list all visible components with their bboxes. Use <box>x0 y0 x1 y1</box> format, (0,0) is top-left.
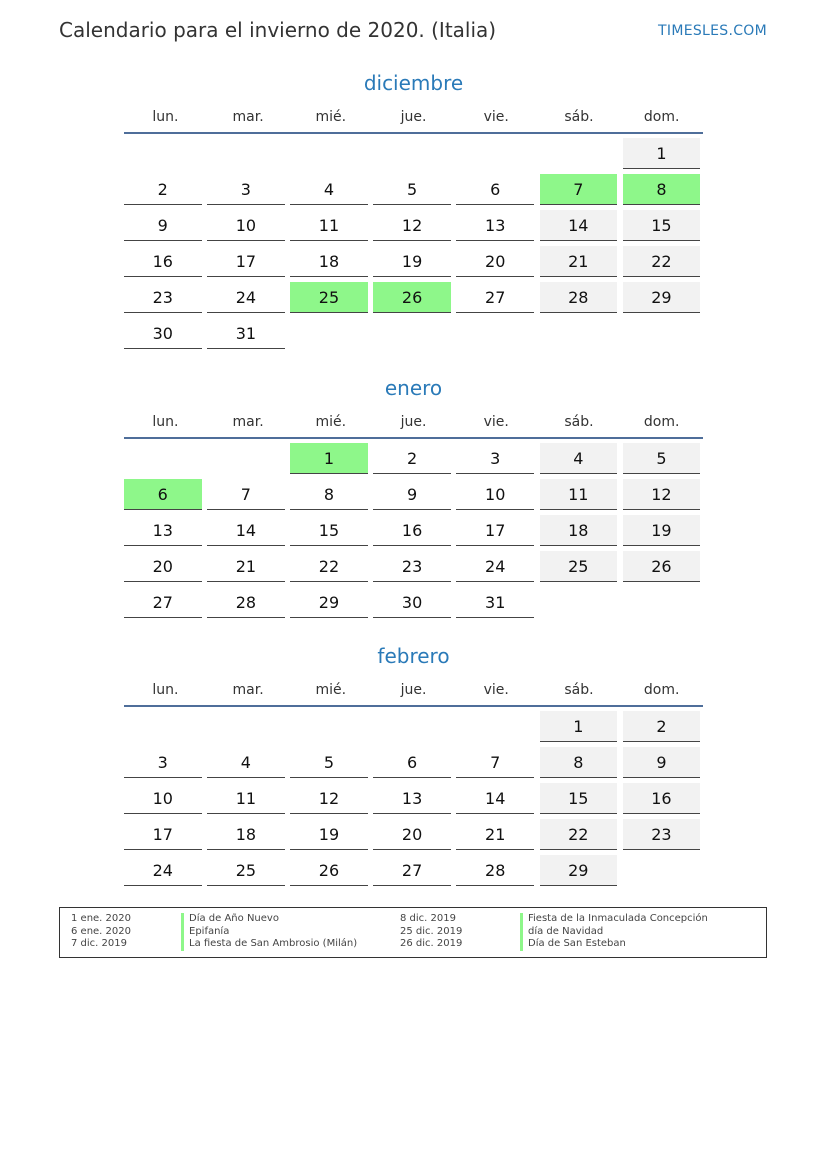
week-row <box>124 439 703 475</box>
weekday-label: jue. <box>400 109 427 125</box>
legend-holiday-name: La fiesta de San Ambrosio (Milán) <box>181 938 357 951</box>
empty-day-cell <box>456 318 534 349</box>
day-cell: 22 <box>623 246 701 277</box>
day-cell: 16 <box>373 515 451 546</box>
day-cell: 2 <box>373 443 451 474</box>
legend-date: 7 dic. 2019 <box>71 938 127 949</box>
weekday-label: vie. <box>483 682 509 698</box>
weekday-label: sáb. <box>564 682 594 698</box>
day-cell: 19 <box>373 246 451 277</box>
day-cell: 22 <box>290 551 368 582</box>
weekday-label: mié. <box>315 682 347 698</box>
week-row <box>124 851 703 887</box>
day-cell: 6 <box>456 174 534 205</box>
legend-date: 26 dic. 2019 <box>400 938 463 949</box>
weekday-label: jue. <box>400 414 427 430</box>
weekday-header <box>124 104 703 134</box>
day-cell: 29 <box>540 855 618 886</box>
month-1 <box>124 373 703 619</box>
empty-day-cell <box>373 711 451 742</box>
day-cell: 3 <box>124 747 202 778</box>
day-cell: 15 <box>623 210 701 241</box>
day-cell: 11 <box>540 479 618 510</box>
day-cell: 5 <box>623 443 701 474</box>
day-cell: 26 <box>623 551 701 582</box>
week-row <box>124 779 703 815</box>
weekday-label: mar. <box>232 682 264 698</box>
day-cell: 20 <box>456 246 534 277</box>
holiday-legend <box>59 907 767 958</box>
day-cell: 13 <box>373 783 451 814</box>
legend-holiday-name: Fiesta de la Inmaculada Concepción <box>520 913 708 926</box>
empty-day-cell <box>290 318 368 349</box>
week-row <box>124 815 703 851</box>
day-cell: 14 <box>456 783 534 814</box>
week-row <box>124 314 703 350</box>
day-cell: 31 <box>207 318 285 349</box>
day-cell: 25 <box>207 855 285 886</box>
day-cell: 11 <box>207 783 285 814</box>
day-cell: 9 <box>124 210 202 241</box>
day-cell: 23 <box>623 819 701 850</box>
weekday-label: lun. <box>152 414 179 430</box>
empty-day-cell <box>207 443 285 474</box>
day-cell: 5 <box>373 174 451 205</box>
weekday-label: mar. <box>232 414 264 430</box>
day-cell: 23 <box>373 551 451 582</box>
month-title: febrero <box>377 644 450 668</box>
day-cell: 9 <box>623 747 701 778</box>
week-row <box>124 511 703 547</box>
empty-day-cell <box>456 711 534 742</box>
day-cell: 22 <box>540 819 618 850</box>
day-cell: 23 <box>124 282 202 313</box>
weekday-header <box>124 409 703 439</box>
day-cell: 30 <box>124 318 202 349</box>
day-cell: 12 <box>373 210 451 241</box>
day-cell: 29 <box>623 282 701 313</box>
empty-day-cell <box>623 587 701 618</box>
day-cell: 27 <box>456 282 534 313</box>
weekday-label: jue. <box>400 682 427 698</box>
empty-day-cell <box>623 318 701 349</box>
day-cell: 14 <box>207 515 285 546</box>
day-cell: 6 <box>124 479 202 510</box>
day-cell: 24 <box>124 855 202 886</box>
month-title: enero <box>384 376 443 400</box>
weekday-label: vie. <box>483 414 509 430</box>
day-cell: 4 <box>290 174 368 205</box>
day-cell: 19 <box>623 515 701 546</box>
empty-day-cell <box>124 711 202 742</box>
day-cell: 27 <box>124 587 202 618</box>
day-cell: 1 <box>623 138 701 169</box>
empty-day-cell <box>373 318 451 349</box>
day-cell: 4 <box>540 443 618 474</box>
day-cell: 12 <box>290 783 368 814</box>
day-cell: 3 <box>456 443 534 474</box>
day-cell: 17 <box>124 819 202 850</box>
day-cell: 24 <box>456 551 534 582</box>
day-cell: 20 <box>373 819 451 850</box>
week-row <box>124 547 703 583</box>
day-cell: 8 <box>540 747 618 778</box>
empty-day-cell <box>623 855 701 886</box>
empty-day-cell <box>540 587 618 618</box>
month-0 <box>124 68 703 350</box>
weekday-label: dom. <box>643 109 680 125</box>
day-cell: 15 <box>290 515 368 546</box>
day-cell: 25 <box>540 551 618 582</box>
day-cell: 28 <box>207 587 285 618</box>
week-row <box>124 242 703 278</box>
day-cell: 10 <box>207 210 285 241</box>
day-cell: 1 <box>540 711 618 742</box>
empty-day-cell <box>207 711 285 742</box>
day-cell: 21 <box>207 551 285 582</box>
legend-date: 1 ene. 2020 <box>71 913 131 924</box>
day-cell: 8 <box>290 479 368 510</box>
empty-day-cell <box>540 318 618 349</box>
day-cell: 27 <box>373 855 451 886</box>
week-row <box>124 134 703 170</box>
day-cell: 2 <box>623 711 701 742</box>
weekday-label: sáb. <box>564 414 594 430</box>
empty-day-cell <box>540 138 618 169</box>
day-cell: 29 <box>290 587 368 618</box>
legend-date: 8 dic. 2019 <box>400 913 456 924</box>
empty-day-cell <box>290 711 368 742</box>
legend-holiday-name: día de Navidad <box>520 926 708 939</box>
weekday-label: dom. <box>643 682 680 698</box>
site-link[interactable]: TIMESLES.COM <box>658 23 767 39</box>
week-row <box>124 170 703 206</box>
day-cell: 10 <box>456 479 534 510</box>
day-cell: 18 <box>290 246 368 277</box>
day-cell: 14 <box>540 210 618 241</box>
day-cell: 13 <box>124 515 202 546</box>
day-cell: 7 <box>207 479 285 510</box>
empty-day-cell <box>373 138 451 169</box>
day-cell: 3 <box>207 174 285 205</box>
empty-day-cell <box>456 138 534 169</box>
day-cell: 18 <box>207 819 285 850</box>
weekday-label: lun. <box>152 109 179 125</box>
day-cell: 10 <box>124 783 202 814</box>
day-cell: 16 <box>623 783 701 814</box>
empty-day-cell <box>124 138 202 169</box>
day-cell: 20 <box>124 551 202 582</box>
day-cell: 17 <box>207 246 285 277</box>
day-cell: 5 <box>290 747 368 778</box>
weekday-label: vie. <box>483 109 509 125</box>
day-cell: 24 <box>207 282 285 313</box>
day-cell: 8 <box>623 174 701 205</box>
day-cell: 19 <box>290 819 368 850</box>
day-cell: 21 <box>540 246 618 277</box>
day-cell: 7 <box>540 174 618 205</box>
month-title: diciembre <box>363 71 464 95</box>
weekday-label: mar. <box>232 109 264 125</box>
day-cell: 18 <box>540 515 618 546</box>
day-cell: 11 <box>290 210 368 241</box>
legend-holiday-name: Día de San Esteban <box>520 938 708 951</box>
day-cell: 30 <box>373 587 451 618</box>
weekday-label: lun. <box>152 682 179 698</box>
day-cell: 15 <box>540 783 618 814</box>
weekday-header <box>124 677 703 707</box>
empty-day-cell <box>124 443 202 474</box>
weekday-label: dom. <box>643 414 680 430</box>
empty-day-cell <box>207 138 285 169</box>
day-cell: 7 <box>456 747 534 778</box>
day-cell: 26 <box>373 282 451 313</box>
day-cell: 26 <box>290 855 368 886</box>
day-cell: 21 <box>456 819 534 850</box>
day-cell: 6 <box>373 747 451 778</box>
day-cell: 31 <box>456 587 534 618</box>
day-cell: 28 <box>456 855 534 886</box>
weekday-label: mié. <box>315 414 347 430</box>
day-cell: 28 <box>540 282 618 313</box>
weekday-label: sáb. <box>564 109 594 125</box>
week-row <box>124 278 703 314</box>
day-cell: 9 <box>373 479 451 510</box>
day-cell: 25 <box>290 282 368 313</box>
legend-date: 6 ene. 2020 <box>71 925 131 937</box>
week-row <box>124 206 703 242</box>
weekday-label: mié. <box>315 109 347 125</box>
week-row <box>124 743 703 779</box>
week-row <box>124 475 703 511</box>
day-cell: 12 <box>623 479 701 510</box>
month-2 <box>124 641 703 887</box>
legend-date: 25 dic. 2019 <box>400 925 463 937</box>
day-cell: 17 <box>456 515 534 546</box>
day-cell: 4 <box>207 747 285 778</box>
day-cell: 16 <box>124 246 202 277</box>
week-row <box>124 707 703 743</box>
week-row <box>124 583 703 619</box>
legend-holiday-name: Día de Año Nuevo <box>181 913 357 926</box>
day-cell: 1 <box>290 443 368 474</box>
day-cell: 2 <box>124 174 202 205</box>
day-cell: 13 <box>456 210 534 241</box>
empty-day-cell <box>290 138 368 169</box>
page-title: Calendario para el invierno de 2020. (Italia) <box>59 18 497 42</box>
legend-holiday-name: Epifanía <box>181 926 357 939</box>
